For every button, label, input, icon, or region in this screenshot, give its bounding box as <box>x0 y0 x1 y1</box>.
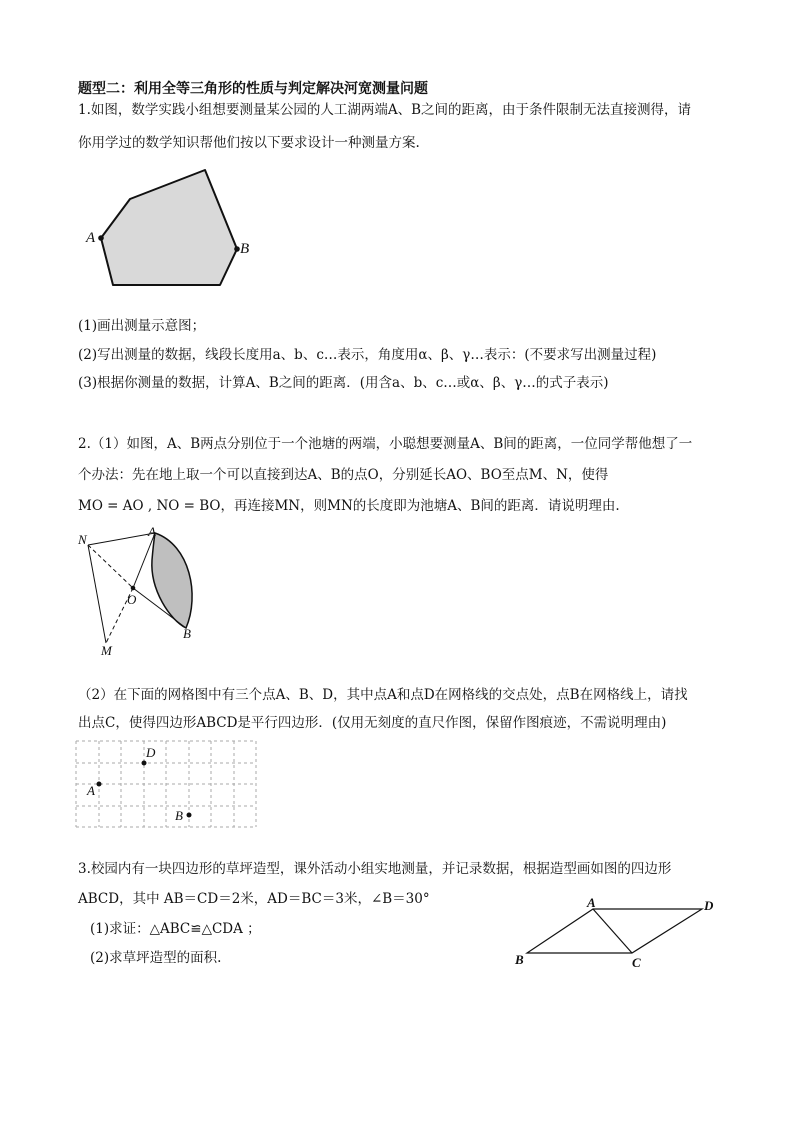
q2-sub2-line-2: 出点C，使得四边形ABCD是平行四边形．(仅用无刻度的直尺作图，保留作图痕迹，不需说明理由) <box>78 715 667 731</box>
q2-grid-label-a: A <box>87 783 95 798</box>
q2-line-2: 个办法：先在地上取一个可以直接到达A、B的点O，分别延长AO、BO至点M、N，使得 <box>78 467 609 483</box>
q1-part-3: (3)根据你测量的数据，计算A、B之间的距离．(用含a、b、c…或α、β、γ…的式子表示) <box>78 375 609 391</box>
q2-label-o: O <box>127 592 137 607</box>
q1-part-1: (1)画出测量示意图； <box>78 318 206 334</box>
q1-line-1: 1.如图，数学实践小组想要测量某公园的人工湖两端A、B之间的距离，由于条件限制无法直接测得，请 <box>78 102 692 118</box>
q3-part-1: (1)求证：△ABC≌△CDA ； <box>90 921 261 937</box>
parallelogram-abcd <box>527 909 702 953</box>
q3-line-1: 3.校园内有一块四边形的草坪造型，课外活动小组实地测量，并记录数据，根据造型画如图的四边形 <box>78 861 672 877</box>
q3-part-2: (2)求草坪造型的面积. <box>90 950 222 966</box>
section-title: 题型二：利用全等三角形的性质与判定解决河宽测量问题 <box>78 81 428 97</box>
q2-label-a: A <box>148 524 156 539</box>
q3-label-a: A <box>587 895 596 910</box>
q3-label-d: D <box>704 898 714 913</box>
q3-line-2: ABCD，其中 AB＝CD＝2米，AD＝BC＝3米，∠B＝30° <box>78 891 430 907</box>
q2-label-m: M <box>101 643 112 658</box>
q3-label-c: C <box>632 955 641 970</box>
q1-line-2: 你用学过的数学知识帮他们按以下要求设计一种测量方案. <box>78 135 420 151</box>
q1-label-b: B <box>240 241 250 257</box>
q2-line-3: MO = AO , NO = BO，再连接MN，则MN的长度即为池塘A、B间的距离．请说明理由. <box>78 498 620 514</box>
q3-label-b: B <box>515 952 524 967</box>
q2-line-1: 2.（1）如图，A、B两点分别位于一个池塘的两端，小聪想要测量A、B间的距离，一位同学帮他想了一 <box>78 436 693 452</box>
diagonal-ac <box>593 909 632 953</box>
q1-label-a: A <box>86 230 96 246</box>
q2-grid-label-b: B <box>175 808 183 823</box>
q2-sub2-line-1: （2）在下面的网格图中有三个点A、B、D，其中点A和点D在网格线的交点处，点B在网格线上，请找 <box>78 687 688 703</box>
q1-part-2: (2)写出测量的数据，线段长度用a、b、c…表示，角度用α、β、γ…表示：(不要求写出测量过程) <box>78 347 657 363</box>
q2-label-b: B <box>183 626 191 641</box>
q2-label-n: N <box>78 532 87 547</box>
q2-grid-label-d: D <box>146 745 156 760</box>
